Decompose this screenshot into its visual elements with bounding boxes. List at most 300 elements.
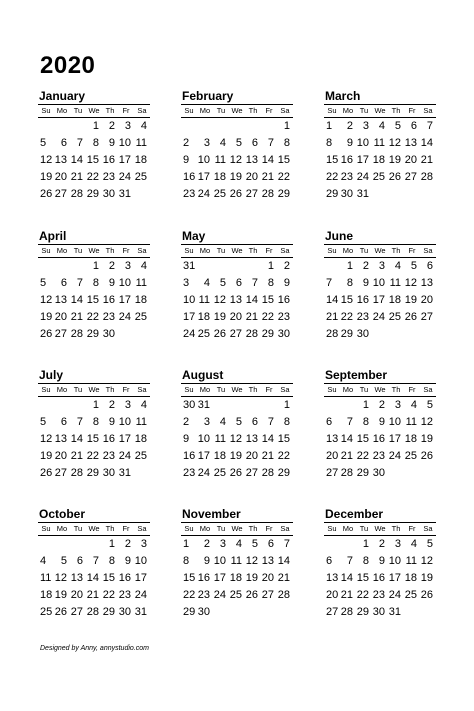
day-cell: 19 [213,311,226,323]
day-cell [134,186,150,203]
day-cell [420,465,436,482]
day-cell: 6 [267,538,274,550]
day-cell: 10 [372,277,385,289]
day-cell: 5 [235,137,242,149]
day-cell: 26 [54,606,67,618]
day-cell: 31 [356,188,369,200]
day-cell [340,536,356,553]
day-cell: 7 [346,555,353,567]
day-cell: 21 [326,311,339,323]
day-cell: 20 [326,589,339,601]
day-cell: 4 [410,399,417,411]
day-cell: 27 [245,467,258,479]
week-row [38,397,150,414]
day-cell: 12 [229,433,242,445]
day-cell: 16 [102,154,115,166]
weekday-header-row [324,104,436,118]
weekday-header: We [88,385,100,394]
day-cell: 28 [70,188,83,200]
day-cell: 1 [267,260,274,272]
day-cell: 7 [76,416,83,428]
day-cell: 24 [388,589,401,601]
day-cell: 26 [40,467,53,479]
day-cell [229,397,245,414]
day-cell: 14 [340,572,353,584]
weekday-header: Mo [199,385,211,394]
day-cell: 5 [426,399,433,411]
day-cell: 2 [346,120,353,132]
day-cell: 10 [183,294,196,306]
day-cell: 1 [92,120,99,132]
day-cell [54,536,70,553]
day-cell: 20 [54,171,67,183]
day-cell [197,258,213,275]
weekday-header: Mo [56,524,68,533]
day-cell: 19 [245,572,258,584]
weekday-header-row [181,104,293,118]
day-cell: 7 [267,416,274,428]
day-cell: 21 [70,171,83,183]
weekday-header: We [88,246,100,255]
weekday-header-row [324,383,436,397]
day-cell: 11 [40,572,52,584]
day-cell: 15 [356,433,369,445]
weekday-header: Th [248,524,258,533]
day-cell: 10 [197,433,210,445]
week-row [324,135,436,152]
day-cell: 25 [213,188,226,200]
weekday-header: Fr [122,385,130,394]
day-cell: 28 [261,467,274,479]
day-cell: 11 [405,416,417,428]
day-cell: 5 [40,137,47,149]
day-cell: 14 [340,433,353,445]
day-cell: 27 [54,328,67,340]
day-cell [277,604,293,621]
day-cell: 23 [118,589,131,601]
week-row [181,414,293,431]
day-cell: 17 [118,294,131,306]
day-cell [404,465,420,482]
day-cell: 4 [219,416,226,428]
day-cell: 12 [40,154,53,166]
day-cell: 5 [60,555,67,567]
day-cell: 10 [118,137,131,149]
day-cell: 10 [213,555,226,567]
month-name: February [182,89,234,103]
week-row [324,536,436,553]
day-cell: 18 [229,572,242,584]
day-cell: 6 [235,277,242,289]
day-cell: 7 [251,277,258,289]
day-cell: 22 [277,450,290,462]
day-cell: 29 [261,328,274,340]
day-cell: 19 [54,589,67,601]
day-cell: 25 [134,450,147,462]
day-cell [261,604,277,621]
weekday-header: Su [327,246,337,255]
week-row [181,275,293,292]
week-row [181,258,293,275]
weekday-header: Mo [56,246,68,255]
day-cell: 23 [183,188,196,200]
weekday-header: Sa [137,385,147,394]
day-cell: 19 [388,154,401,166]
day-cell: 24 [197,188,210,200]
day-cell [134,326,150,343]
weekday-header-row [181,522,293,536]
day-cell [324,258,340,275]
day-cell: 19 [40,171,53,183]
day-cell [118,326,134,343]
weekday-header: Mo [199,524,211,533]
week-row [324,414,436,431]
day-cell: 16 [356,294,369,306]
day-cell [388,465,404,482]
day-cell: 16 [340,154,353,166]
day-cell [38,118,54,135]
day-cell: 19 [404,294,417,306]
day-cell: 30 [277,328,290,340]
weekday-header: Su [41,524,51,533]
weekday-header: Th [105,246,115,255]
day-cell: 12 [420,555,433,567]
day-cell: 19 [40,311,53,323]
day-cell: 16 [102,433,115,445]
week-row [324,169,436,186]
day-cell: 31 [118,467,131,479]
day-cell: 11 [135,137,147,149]
weekday-header: Th [391,106,401,115]
day-cell: 16 [372,572,385,584]
day-cell: 22 [340,311,353,323]
day-cell: 21 [86,589,99,601]
day-cell: 23 [277,311,290,323]
day-cell: 28 [420,171,433,183]
month-name: August [182,368,224,382]
week-row [181,536,293,553]
day-cell: 9 [108,416,115,428]
day-cell: 28 [277,589,290,601]
day-cell: 29 [102,606,115,618]
month-october [38,507,150,621]
day-cell: 13 [326,572,339,584]
weekday-header: Sa [423,524,433,533]
weekday-header: Su [184,106,194,115]
weekday-header: Su [327,385,337,394]
day-cell: 10 [197,154,210,166]
day-cell: 15 [102,572,115,584]
month-name: June [325,229,354,243]
week-row [324,587,436,604]
day-cell: 13 [404,137,417,149]
weekday-header-row [324,522,436,536]
day-cell: 29 [277,188,290,200]
week-row [181,118,293,135]
day-cell: 12 [54,572,67,584]
day-cell: 11 [230,555,242,567]
day-cell: 6 [426,260,433,272]
day-cell: 2 [362,260,369,272]
day-cell: 7 [267,137,274,149]
day-cell: 11 [135,277,147,289]
day-cell: 8 [362,416,369,428]
month-september [324,368,436,482]
weekday-header: Tu [359,524,369,533]
day-cell: 3 [124,399,131,411]
day-cell: 15 [326,154,339,166]
day-cell: 30 [102,188,115,200]
weekday-header: Su [184,246,194,255]
weekday-header: Fr [122,246,130,255]
day-cell: 13 [54,433,67,445]
day-cell: 23 [102,171,115,183]
day-cell: 25 [229,589,242,601]
day-cell: 4 [410,538,417,550]
day-cell: 16 [277,294,290,306]
day-cell: 20 [54,311,67,323]
day-cell: 16 [183,171,196,183]
day-cell: 21 [420,154,433,166]
day-cell: 5 [40,416,47,428]
day-cell: 16 [183,450,196,462]
day-cell [245,258,261,275]
weekday-header: Su [327,524,337,533]
month-march [324,89,436,203]
day-cell [420,604,436,621]
day-cell: 20 [70,589,83,601]
day-cell: 26 [420,450,433,462]
day-cell: 3 [203,416,210,428]
weekday-header: Tu [216,385,226,394]
day-cell [70,258,86,275]
day-cell: 22 [102,589,115,601]
day-cell: 30 [372,467,385,479]
day-cell: 9 [183,433,190,445]
day-cell: 8 [108,555,115,567]
weekday-header: Sa [280,385,290,394]
month-name: July [39,368,64,382]
day-cell: 6 [326,555,333,567]
day-cell [70,536,86,553]
weekday-header: Fr [265,385,273,394]
day-cell: 15 [340,294,353,306]
week-row [38,570,150,587]
day-cell: 21 [70,311,83,323]
day-cell: 11 [405,555,417,567]
month-november [181,507,293,621]
day-cell: 19 [420,433,433,445]
day-cell: 30 [372,606,385,618]
day-cell: 23 [340,171,353,183]
day-cell: 24 [356,171,369,183]
month-name: December [325,507,384,521]
week-row [38,135,150,152]
day-cell: 7 [283,538,290,550]
day-cell [38,258,54,275]
day-cell: 9 [183,154,190,166]
day-cell [213,118,229,135]
month-name: March [325,89,361,103]
day-cell: 12 [245,555,258,567]
weekday-header-row [181,383,293,397]
day-cell: 14 [70,154,83,166]
day-cell: 17 [197,171,210,183]
day-cell: 10 [118,277,131,289]
day-cell: 28 [86,606,99,618]
weekday-header: Mo [199,106,211,115]
week-row [38,169,150,186]
week-row [181,326,293,343]
day-cell: 22 [326,171,339,183]
weekday-header: Th [248,385,258,394]
day-cell: 27 [404,171,417,183]
day-cell: 17 [197,450,210,462]
day-cell: 26 [213,328,226,340]
day-cell: 22 [356,450,369,462]
week-row [324,604,436,621]
month-june [324,229,436,343]
day-cell: 11 [373,137,385,149]
day-cell: 10 [388,555,401,567]
day-cell: 10 [118,416,131,428]
day-cell: 18 [372,154,385,166]
day-cell: 30 [183,399,196,411]
day-cell: 3 [140,538,147,550]
week-row [38,448,150,465]
day-cell: 28 [326,328,339,340]
month-april [38,229,150,343]
day-cell: 25 [40,606,53,618]
day-cell [261,118,277,135]
day-cell: 20 [229,311,242,323]
day-cell: 15 [261,294,274,306]
week-row [324,326,436,343]
day-cell: 31 [183,260,196,272]
day-cell: 21 [277,572,290,584]
week-row [181,186,293,203]
day-cell: 24 [118,450,131,462]
day-cell: 27 [245,188,258,200]
week-row [38,275,150,292]
day-cell: 29 [86,467,99,479]
day-cell: 28 [340,467,353,479]
day-cell: 12 [40,294,53,306]
weekday-header: Th [105,524,115,533]
day-cell: 18 [134,433,147,445]
day-cell: 8 [283,416,290,428]
day-cell: 20 [54,450,67,462]
weekday-header: Mo [56,106,68,115]
weekday-header: Fr [408,524,416,533]
weekday-header: Sa [137,524,147,533]
day-cell: 30 [340,188,353,200]
week-row [324,152,436,169]
day-cell: 13 [54,154,67,166]
weekday-header: Su [41,385,51,394]
day-cell: 29 [183,606,196,618]
day-cell: 6 [60,137,67,149]
week-row [38,465,150,482]
weekday-header: Fr [265,524,273,533]
day-cell: 29 [356,467,369,479]
week-row [181,292,293,309]
weekday-header: Sa [423,385,433,394]
day-cell: 9 [378,416,385,428]
day-cell: 2 [183,137,190,149]
day-cell [404,604,420,621]
day-cell: 12 [420,416,433,428]
day-cell [229,258,245,275]
day-cell: 26 [229,188,242,200]
day-cell: 18 [404,572,417,584]
day-cell [213,604,229,621]
day-cell: 17 [213,572,226,584]
day-cell: 13 [229,294,242,306]
day-cell: 11 [214,154,226,166]
month-august [181,368,293,482]
week-row [324,397,436,414]
weekday-header: We [374,385,386,394]
weekday-header: Tu [216,106,226,115]
weekday-header: Fr [408,106,416,115]
day-cell: 29 [340,328,353,340]
weekday-header: Fr [408,246,416,255]
day-cell [213,258,229,275]
weekday-header: Sa [280,246,290,255]
day-cell: 1 [362,538,369,550]
month-january [38,89,150,203]
day-cell: 24 [118,171,131,183]
day-cell: 1 [92,399,99,411]
week-row [181,397,293,414]
week-row [324,448,436,465]
day-cell: 30 [102,328,115,340]
day-cell: 19 [229,450,242,462]
week-row [38,604,150,621]
month-name: October [39,507,86,521]
day-cell: 14 [70,294,83,306]
day-cell: 13 [420,277,433,289]
day-cell: 5 [394,120,401,132]
week-row [181,431,293,448]
day-cell: 6 [60,416,67,428]
weekday-header: Tu [73,106,83,115]
day-cell [420,186,436,203]
day-cell [134,465,150,482]
weekday-header: Mo [342,106,354,115]
day-cell: 31 [134,606,147,618]
day-cell: 1 [283,399,290,411]
week-row [324,258,436,275]
day-cell: 21 [340,589,353,601]
weekday-header: Tu [73,246,83,255]
weekday-header: Mo [342,246,354,255]
day-cell: 19 [40,450,53,462]
weekday-header: We [88,524,100,533]
day-cell [70,118,86,135]
day-cell: 3 [124,260,131,272]
day-cell: 15 [277,433,290,445]
day-cell: 15 [183,572,196,584]
day-cell: 30 [356,328,369,340]
week-row [38,258,150,275]
day-cell: 25 [372,171,385,183]
day-cell: 9 [378,555,385,567]
day-cell [245,118,261,135]
day-cell: 7 [346,416,353,428]
day-cell: 22 [183,589,196,601]
